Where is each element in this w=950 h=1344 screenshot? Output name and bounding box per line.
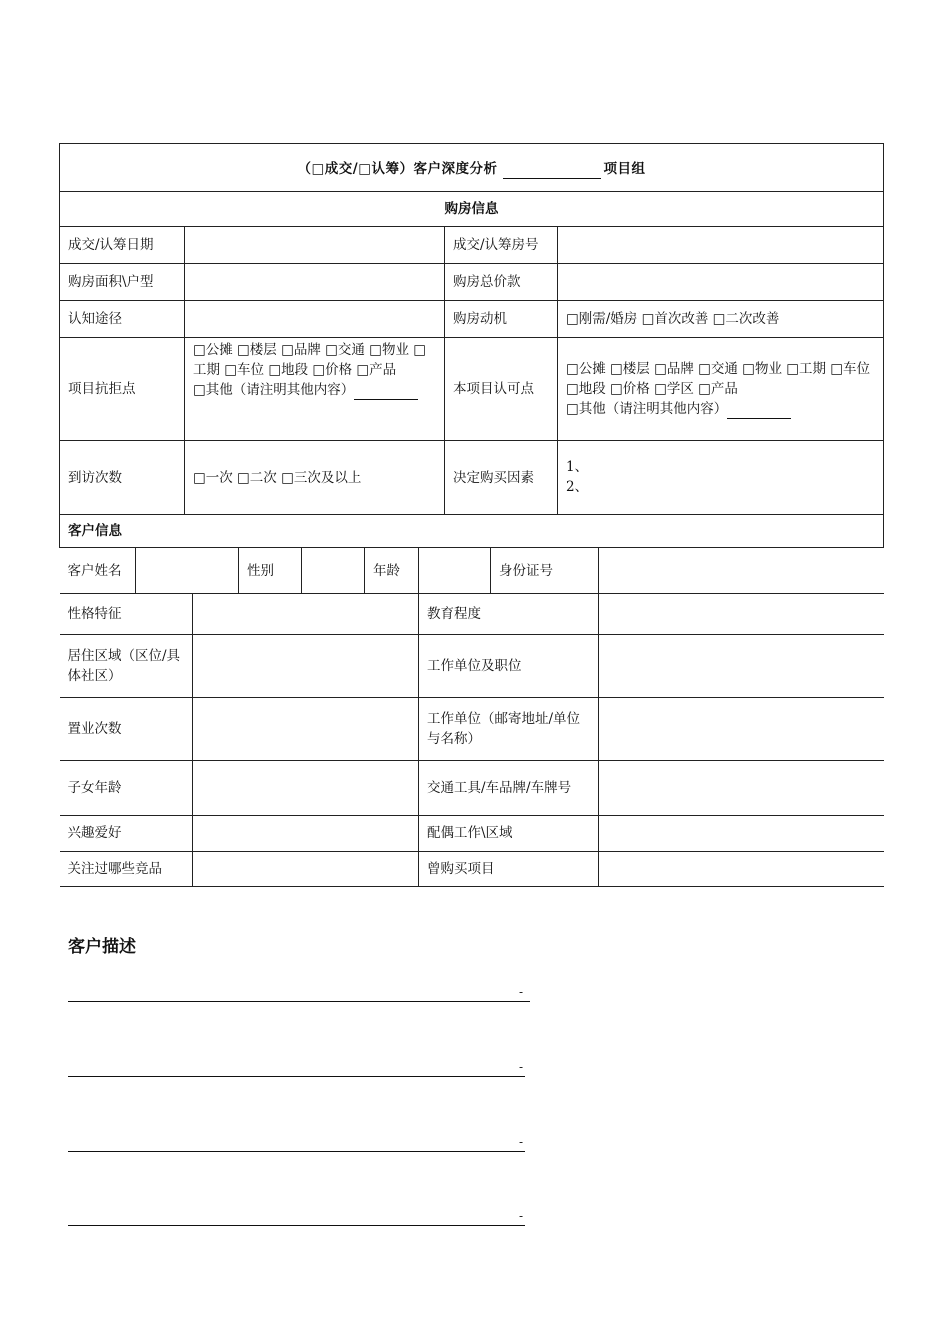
description-line[interactable] <box>68 1225 525 1226</box>
deal-room-field[interactable] <box>558 227 884 264</box>
customer-description-heading: 客户描述 <box>68 937 136 957</box>
previous-projects-label: 曾购买项目 <box>419 851 599 886</box>
gender-field[interactable] <box>302 548 365 593</box>
age-label: 年龄 <box>365 548 419 593</box>
hobby-field[interactable] <box>193 815 419 851</box>
total-price-label: 购房总价款 <box>445 264 558 301</box>
residence-label: 居住区域（区位/具体社区） <box>60 634 193 697</box>
motive-options[interactable]: □刚需/婚房 □首次改善 □二次改善 <box>558 301 884 338</box>
area-type-field[interactable] <box>185 264 445 301</box>
resistance-other-blank[interactable] <box>354 385 418 400</box>
gender-label: 性别 <box>239 548 302 593</box>
description-line[interactable] <box>68 1001 530 1002</box>
description-line-mark: - <box>519 1060 524 1074</box>
decision-label: 决定购买因素 <box>445 441 558 515</box>
resistance-options-cell[interactable] <box>185 338 445 441</box>
id-field[interactable] <box>599 548 884 593</box>
approval-options[interactable]: □公摊 □楼层 □品牌 □交通 □物业 □工期 □车位 □地段 □价格 □学区 □产品 <box>566 361 871 397</box>
description-line[interactable] <box>68 1151 525 1152</box>
approval-label: 本项目认可点 <box>445 338 558 441</box>
spouse-field[interactable] <box>599 815 884 851</box>
channel-label: 认知途径 <box>60 301 185 338</box>
children-age-field[interactable] <box>193 760 419 815</box>
personality-label: 性格特征 <box>60 594 193 634</box>
competitors-label: 关注过哪些竞品 <box>60 851 193 886</box>
description-line-mark: - <box>519 1135 524 1149</box>
resistance-options[interactable]: □公摊 □楼层 □品牌 □交通 □物业 □工期 □车位 □地段 □价格 □产品 <box>193 342 426 378</box>
form-title-text: （□成交/□认筹）客户深度分析 <box>297 161 498 177</box>
description-line-mark: - <box>519 985 524 999</box>
deal-date-field[interactable] <box>185 227 445 264</box>
deal-room-label: 成交/认筹房号 <box>445 227 558 264</box>
work-position-label: 工作单位及职位 <box>419 634 599 697</box>
motive-label: 购房动机 <box>445 301 558 338</box>
approval-other[interactable] <box>566 399 875 419</box>
channel-field[interactable] <box>185 301 445 338</box>
vehicle-field[interactable] <box>599 760 884 815</box>
visits-label: 到访次数 <box>60 441 185 515</box>
approval-other-label: □其他（请注明其他内容） <box>566 401 728 417</box>
decision-field[interactable] <box>558 441 884 515</box>
work-address-field[interactable] <box>599 697 884 760</box>
customer-info-heading: 客户信息 <box>60 515 884 548</box>
customer-detail-grid <box>60 594 884 887</box>
personality-field[interactable] <box>193 594 419 634</box>
approval-options-cell[interactable] <box>558 338 884 441</box>
name-field[interactable] <box>136 548 239 593</box>
education-field[interactable] <box>599 594 884 634</box>
description-line-mark: - <box>519 1209 524 1223</box>
children-age-label: 子女年龄 <box>60 760 193 815</box>
work-position-field[interactable] <box>599 634 884 697</box>
resistance-other[interactable] <box>193 380 436 400</box>
decision-item-2: 2、 <box>566 479 589 495</box>
form-title <box>60 144 884 192</box>
age-field[interactable] <box>419 548 491 593</box>
spouse-label: 配偶工作\区域 <box>419 815 599 851</box>
previous-projects-field[interactable] <box>599 851 884 886</box>
total-price-field[interactable] <box>558 264 884 301</box>
purchase-count-field[interactable] <box>193 697 419 760</box>
education-label: 教育程度 <box>419 594 599 634</box>
resistance-label: 项目抗拒点 <box>60 338 185 441</box>
deal-date-label: 成交/认筹日期 <box>60 227 185 264</box>
name-label: 客户姓名 <box>60 548 136 593</box>
residence-field[interactable] <box>193 634 419 697</box>
description-line[interactable] <box>68 1076 525 1077</box>
id-label: 身份证号 <box>491 548 599 593</box>
competitors-field[interactable] <box>193 851 419 886</box>
resistance-other-label: □其他（请注明其他内容） <box>193 382 355 398</box>
purchase-info-heading: 购房信息 <box>60 192 884 227</box>
visits-options[interactable]: □一次 □二次 □三次及以上 <box>185 441 445 515</box>
area-type-label: 购房面积\户型 <box>60 264 185 301</box>
approval-other-blank[interactable] <box>727 404 791 419</box>
hobby-label: 兴趣爱好 <box>60 815 193 851</box>
decision-item-1: 1、 <box>566 459 589 475</box>
customer-analysis-form <box>59 143 884 887</box>
vehicle-label: 交通工具/车品牌/车牌号 <box>419 760 599 815</box>
work-address-label: 工作单位（邮寄地址/单位与名称） <box>419 697 599 760</box>
customer-basic-row <box>60 548 884 594</box>
purchase-count-label: 置业次数 <box>60 697 193 760</box>
form-title-suffix: 项目组 <box>603 161 646 177</box>
project-name-blank[interactable] <box>503 156 601 179</box>
